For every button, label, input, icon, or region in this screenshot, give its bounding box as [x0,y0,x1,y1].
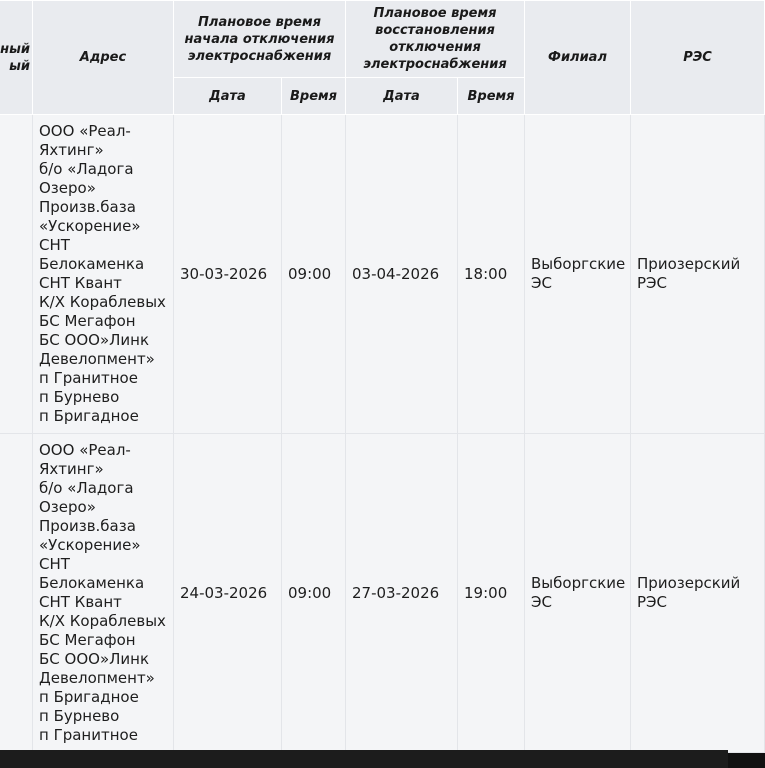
table-row [0,434,765,753]
restore-time-cell: 18:00 [458,115,525,434]
header-restore-time: Время [458,78,525,115]
branch-cell: Выборгские ЭС [525,115,631,434]
header-start-group: Плановое время начала отключения электроснабжения [174,1,346,78]
address-line: п Гранитное [39,726,138,744]
address-line: ООО «Реал- [39,441,131,459]
restore-date-cell: 03-04-2026 [346,115,458,434]
header-start-date: Дата [174,78,282,115]
restore-time-cell: 19:00 [458,434,525,753]
start-time-cell: 09:00 [282,434,346,753]
address-line: Яхтинг» [39,460,104,478]
address-line: «Ускорение» [39,217,141,235]
address-line: п Гранитное [39,369,138,387]
address-line: п Бурнево [39,388,120,406]
address-line: БС ООО»Линк [39,331,150,349]
start-time-cell: 09:00 [282,115,346,434]
address-line: СНТ [39,236,70,254]
address-line: СНТ Квант [39,593,122,611]
header-clipped-column: ный ый [0,1,33,115]
branch-cell: Выборгские ЭС [525,434,631,753]
header-branch: Филиал [525,1,631,115]
address-line: Озеро» [39,179,96,197]
header-restore-date: Дата [346,78,458,115]
clipped-cell [0,115,33,434]
res-cell: Приозерский РЭС [631,115,765,434]
clipped-cell [0,434,33,753]
start-date-cell: 24-03-2026 [174,434,282,753]
address-line: СНТ Квант [39,274,122,292]
header-restore-group: Плановое время восстановления отключения электроснабжения [346,1,525,78]
header-address: Адрес [33,1,174,115]
address-line: Белокаменка [39,574,145,592]
address-line: К/Х Кораблевых [39,293,166,311]
address-line: БС ООО»Линк [39,650,150,668]
address-line: Озеро» [39,498,96,516]
address-line: Девелопмент» [39,350,155,368]
table-row [0,115,765,434]
res-cell: Приозерский РЭС [631,434,765,753]
address-line: б/о «Ладога [39,479,134,497]
start-date-cell: 30-03-2026 [174,115,282,434]
address-line: п Бригадное [39,688,139,706]
address-line: СНТ [39,555,70,573]
bottom-edge-bar [0,750,728,768]
header-start-time: Время [282,78,346,115]
address-line: «Ускорение» [39,536,141,554]
address-line: БС Мегафон [39,631,136,649]
address-line: Произв.база [39,517,136,535]
header-res: РЭС [631,1,765,115]
address-line: п Бурнево [39,707,120,725]
address-line: б/о «Ладога [39,160,134,178]
address-line: Яхтинг» [39,141,104,159]
address-line: БС Мегафон [39,312,136,330]
restore-date-cell: 27-03-2026 [346,434,458,753]
address-line: Девелопмент» [39,669,155,687]
address-line: ООО «Реал- [39,122,131,140]
address-cell [33,434,174,753]
address-line: К/Х Кораблевых [39,612,166,630]
address-line: Белокаменка [39,255,145,273]
address-cell [33,115,174,434]
address-line: Произв.база [39,198,136,216]
address-line: п Бригадное [39,407,139,425]
